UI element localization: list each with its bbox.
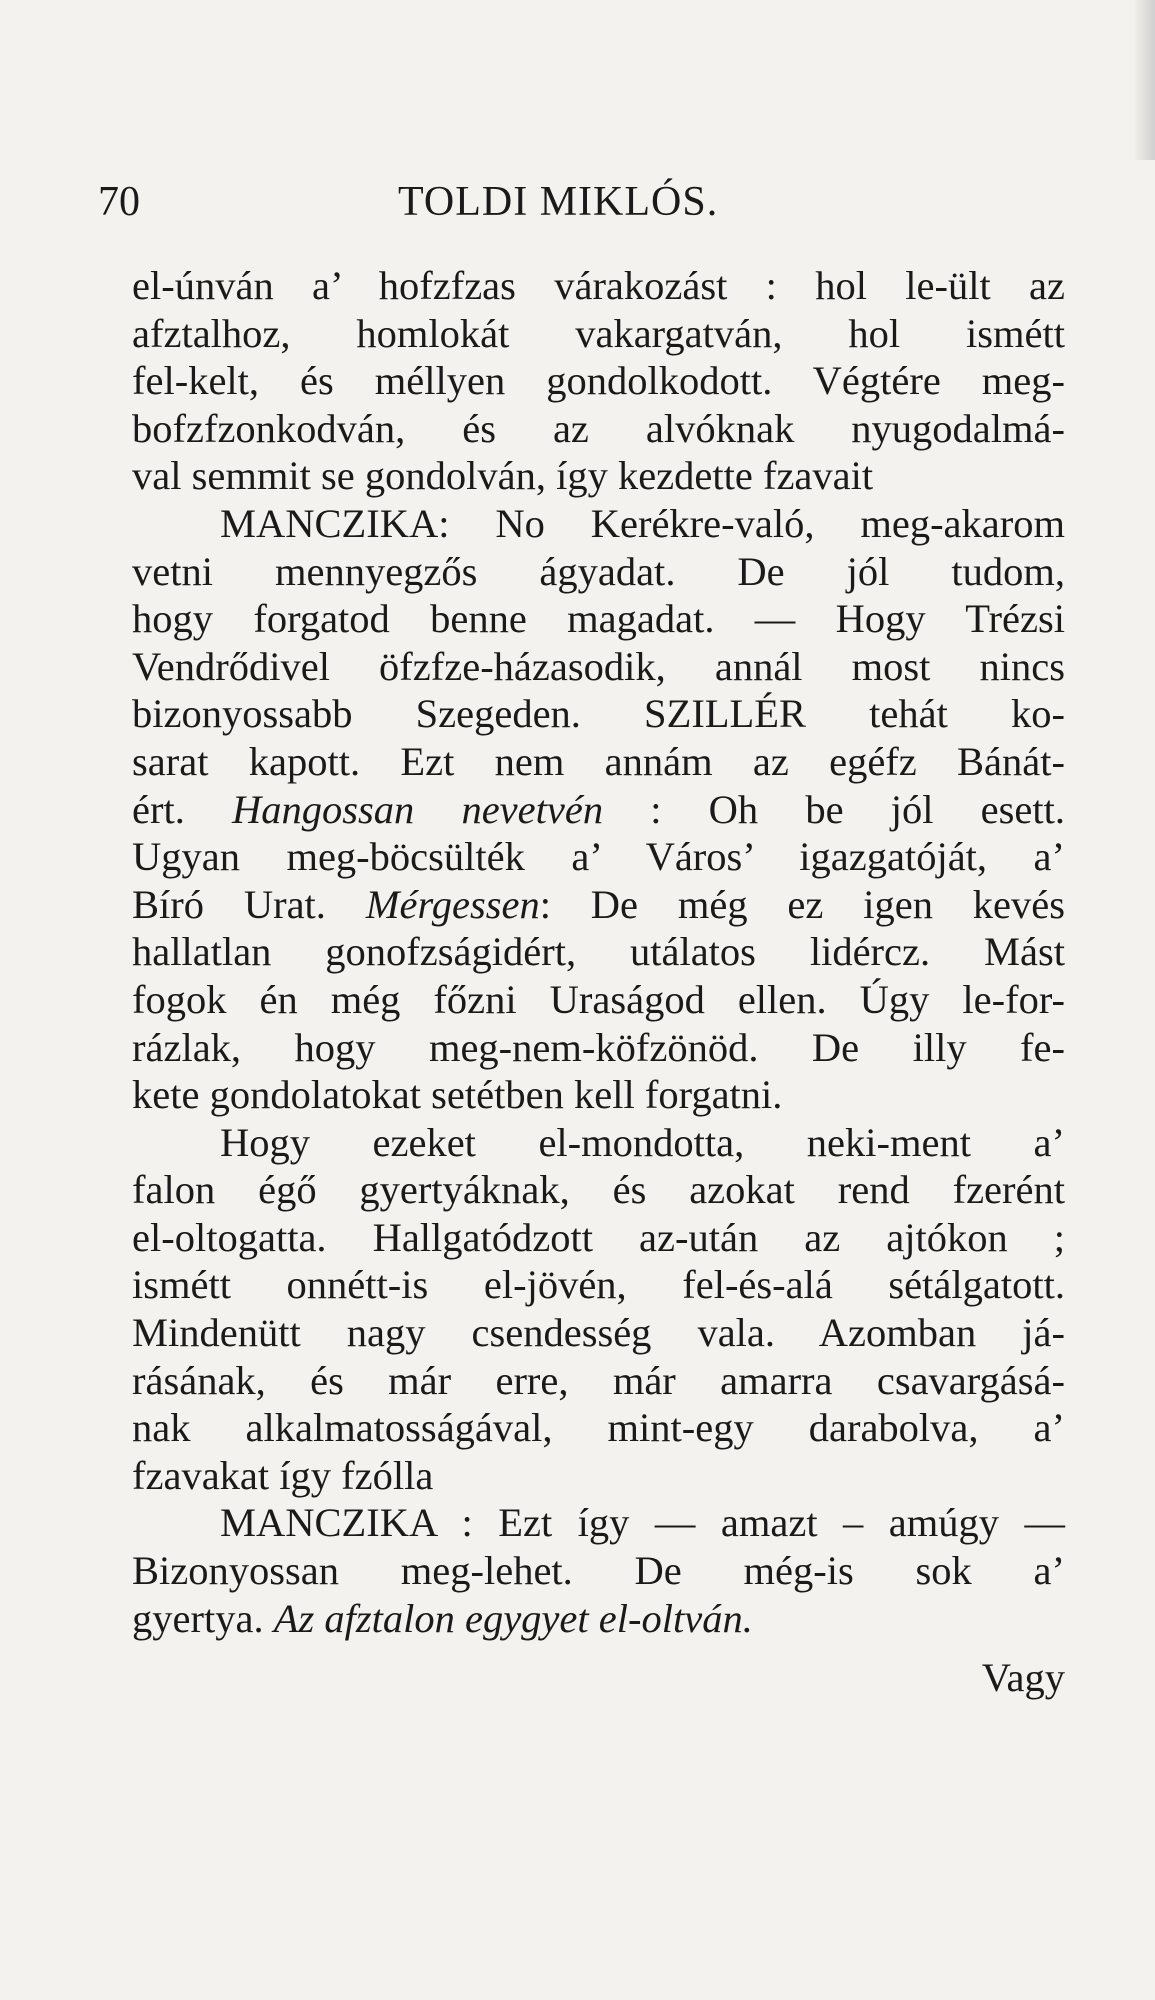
text-line: sarat kapott. Ezt nem annám az egéfz Bánát-: [132, 738, 1065, 784]
text-segment: gyertya.: [132, 1595, 274, 1641]
text-line: fogok én még főzni Uraságod ellen. Úgy le-for-: [132, 976, 1065, 1022]
text-line: el-oltogatta. Hallgatódzott az-után az ajtókon ;: [132, 1214, 1065, 1260]
text-line: val semmit se gondolván, így kezdette fzavait: [132, 453, 874, 499]
text-segment: : De még ez igen kevés: [539, 881, 1065, 927]
italic-stage-direction: Az afztalon egygyet el-oltván.: [273, 1595, 753, 1641]
page-header: [98, 178, 1058, 238]
text-line: Mindenütt nagy csendesség vala. Azomban já-: [132, 1310, 1065, 1356]
page-number: 70: [98, 179, 140, 225]
text-line: el-únván a’ hofzfzas várakozást : hol le-ült az: [132, 263, 1065, 308]
text-line: ismétt onnétt-is el-jövén, fel-és-alá sétálgatott.: [132, 1262, 1065, 1308]
text-line: MANCZIKA: No Kerékre-való, meg-akarom: [220, 500, 1065, 546]
text-line: Bizonyossan meg-lehet. De még-is sok a’: [132, 1548, 1065, 1594]
text-line: Ugyan meg-böcsülték a’ Város’ igazgatóját, a’: [132, 834, 1065, 880]
text-line: bizonyossabb Szegeden. SZILLÉR tehát ko-: [132, 691, 1065, 737]
text-line: bofzfzonkodván, és az alvóknak nyugodalmá-: [132, 405, 1065, 451]
text-line: [132, 881, 1065, 929]
italic-stage-direction: Hangossan nevetvén: [232, 786, 604, 832]
text-line: nak alkalmatosságával, mint-egy darabolva, a’: [132, 1405, 1065, 1451]
italic-stage-direction: Mérgessen: [365, 881, 540, 927]
text-line: [132, 1595, 1065, 1643]
catchword: Vagy: [981, 1655, 1065, 1701]
text-line: rásának, és már erre, már amarra csavargásá-: [132, 1357, 1065, 1403]
text-line: [132, 786, 1065, 834]
body-text: [132, 262, 1065, 1702]
text-line: Vendrődivel öfzfze-házasodik, annál most nincs: [132, 643, 1065, 689]
text-line: MANCZIKA : Ezt így — amazt – amúgy —: [220, 1500, 1065, 1546]
text-segment: : Oh be jól esett.: [603, 786, 1066, 832]
text-line: afztalhoz, homlokát vakargatván, hol ismétt: [132, 310, 1065, 356]
text-line: fzavakat így fzólla: [132, 1452, 434, 1498]
text-segment: ért.: [132, 786, 233, 832]
running-title: TOLDI MIKLÓS.: [398, 179, 719, 225]
text-line: falon égő gyertyáknak, és azokat rend fzerént: [132, 1167, 1065, 1213]
text-line: kete gondolatokat setétben kell forgatni.: [132, 1072, 783, 1118]
text-line: fel-kelt, és méllyen gondolkodott. Végtére meg-: [132, 358, 1065, 404]
text-segment: Bíró Urat.: [132, 881, 366, 927]
page-edge-shadow: [1133, 0, 1155, 160]
text-line: hogy forgatod benne magadat. — Hogy Trézsi: [132, 596, 1065, 642]
text-line: hallatlan gonofzságidért, utálatos lidércz. Mást: [132, 929, 1065, 975]
text-line: rázlak, hogy meg-nem-köfzönöd. De illy fe-: [132, 1024, 1065, 1070]
text-line: vetni mennyegzős ágyadat. De jól tudom,: [132, 548, 1065, 594]
text-line: Hogy ezeket el-mondotta, neki-ment a’: [220, 1119, 1065, 1165]
